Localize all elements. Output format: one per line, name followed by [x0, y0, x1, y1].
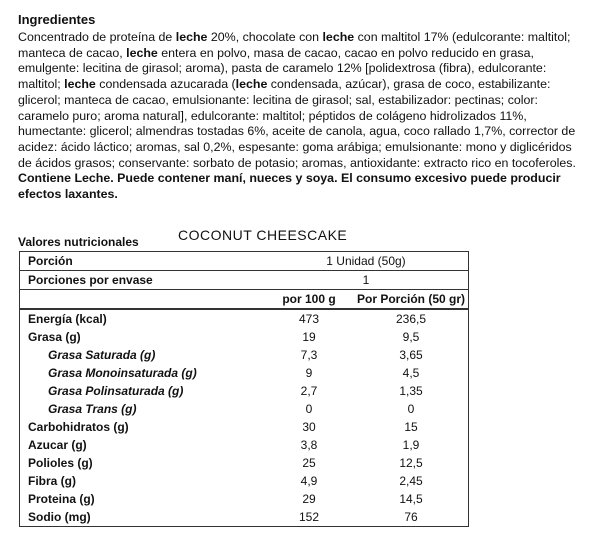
nutrient-value-100g: 0	[305, 402, 313, 416]
nutrient-label: Proteina (g)	[28, 492, 95, 506]
nutrient-value-portion: 236,5	[395, 312, 427, 326]
nutrient-row	[20, 490, 469, 508]
portion-value: 1 Unidad (50g)	[264, 252, 469, 271]
ingredient-text-segment: condensada azucarada (	[95, 77, 236, 92]
nutrient-label: Grasa Monoinsaturada (g)	[48, 366, 197, 380]
nutrient-value-portion: 12,5	[399, 456, 423, 470]
nutrient-value-100g: 4,9	[300, 474, 318, 488]
ingredient-text-segment: entera en polvo, masa de cacao, cacao en polvo reducido en grasa, emulgente: lecitina de girasol; aroma), pasta de caramelo 12% [polidextrosa (fibra), edulcorante: maltitol;	[18, 45, 547, 92]
header-per-portion: Por Porción (50 gr)	[354, 290, 469, 310]
nutrient-row	[20, 472, 469, 490]
nutrient-value-100g: 30	[302, 420, 316, 434]
ingredient-highlight: Contiene Leche. Puede contener maní, nueces y soya. El consumo excesivo puede producir efectos laxantes.	[18, 171, 561, 202]
nutrient-label: Grasa Trans (g)	[48, 402, 137, 416]
nutrient-row	[20, 508, 469, 527]
nutrient-value-portion: 0	[407, 402, 415, 416]
portion-label: Porción	[20, 252, 265, 271]
servings-row	[20, 271, 469, 290]
ingredient-highlight: leche	[175, 30, 208, 44]
nutrient-label: Sodio (mg)	[28, 510, 91, 524]
nutrient-label: Grasa (g)	[28, 330, 81, 344]
ingredient-text-segment: con maltitol 17% (edulcorante: maltitol; manteca de cacao,	[18, 30, 571, 60]
nutrition-table	[19, 251, 469, 527]
nutrient-label: Grasa Polinsaturada (g)	[48, 384, 184, 398]
nutrient-value-100g: 2,7	[300, 384, 318, 398]
ingredient-highlight: leche	[64, 77, 96, 92]
nutrient-label: Polioles (g)	[28, 456, 93, 470]
nutrient-row	[20, 309, 469, 328]
ingredient-highlight: leche	[235, 77, 268, 92]
ingredients-title: Ingredientes	[18, 12, 96, 27]
nutrient-label: Fibra (g)	[28, 474, 76, 488]
nutrition-title: Valores nutricionales	[18, 235, 139, 249]
header-per-100g: por 100 g	[264, 290, 354, 310]
nutrient-row	[20, 418, 469, 436]
ingredient-highlight: leche	[126, 45, 158, 60]
nutrient-value-100g: 3,8	[300, 438, 318, 452]
nutrient-value-portion: 4,5	[402, 366, 420, 380]
nutrient-value-portion: 76	[404, 510, 418, 524]
nutrient-value-100g: 7,3	[300, 348, 318, 362]
ingredient-text-segment: Concentrado de proteína de	[18, 30, 176, 44]
nutrient-value-100g: 152	[298, 510, 320, 524]
nutrient-value-portion: 1,35	[399, 384, 423, 398]
ingredient-highlight: leche	[322, 30, 355, 44]
nutrient-value-100g: 473	[298, 312, 320, 326]
nutrient-value-100g: 19	[302, 330, 316, 344]
servings-value: 1	[264, 271, 469, 290]
nutrient-row	[20, 346, 469, 364]
nutrient-value-portion: 9,5	[402, 330, 420, 344]
portion-row	[20, 252, 469, 271]
nutrient-row	[20, 454, 469, 472]
product-name: COCONUT CHEESCAKE	[178, 227, 348, 243]
nutrient-value-portion: 15	[404, 420, 418, 434]
nutrient-value-100g: 9	[305, 366, 313, 380]
nutrient-label: Azucar (g)	[28, 438, 87, 452]
nutrient-row	[20, 436, 469, 454]
nutrient-value-portion: 1,9	[402, 438, 420, 452]
column-header-row	[20, 290, 469, 310]
ingredients-text	[18, 30, 584, 203]
nutrient-value-portion: 2,45	[399, 474, 423, 488]
ingredient-text-segment: condensada, azúcar), grasa de coco, estabilizante: glicerol; manteca de cacao, emulsionante: lecitina de girasol; sal, estabilizador: pectinas; color: caramelo puro; aroma natural], edulcorante: maltitol; péptidos de colágeno hidrolizados 11%, humectante: glicerol; almendras tostadas 6%, aceite de canola, agua, coco rallado 1,7%, corrector de acidez: ácido láctico; aromas, sal 0,2%, espesante: goma arábiga; emulsionante: mono y diglicéridos de ácidos grasos; conservante: sorbato de potasio; aromas, antioxidante: extracto rico en tocoferoles.	[18, 77, 576, 170]
nutrient-label: Carbohidratos (g)	[28, 420, 129, 434]
nutrient-row	[20, 364, 469, 382]
nutrient-label: Energía (kcal)	[28, 312, 107, 326]
nutrient-row	[20, 328, 469, 346]
nutrient-row	[20, 382, 469, 400]
header-empty	[20, 290, 265, 310]
nutrient-row	[20, 400, 469, 418]
nutrient-value-100g: 25	[302, 456, 316, 470]
servings-label: Porciones por envase	[20, 271, 265, 290]
nutrient-value-100g: 29	[302, 492, 316, 506]
ingredient-text-segment: 20%, chocolate con	[207, 30, 323, 44]
nutrient-value-portion: 3,65	[399, 348, 423, 362]
nutrient-label: Grasa Saturada (g)	[48, 348, 156, 362]
nutrient-value-portion: 14,5	[399, 492, 423, 506]
